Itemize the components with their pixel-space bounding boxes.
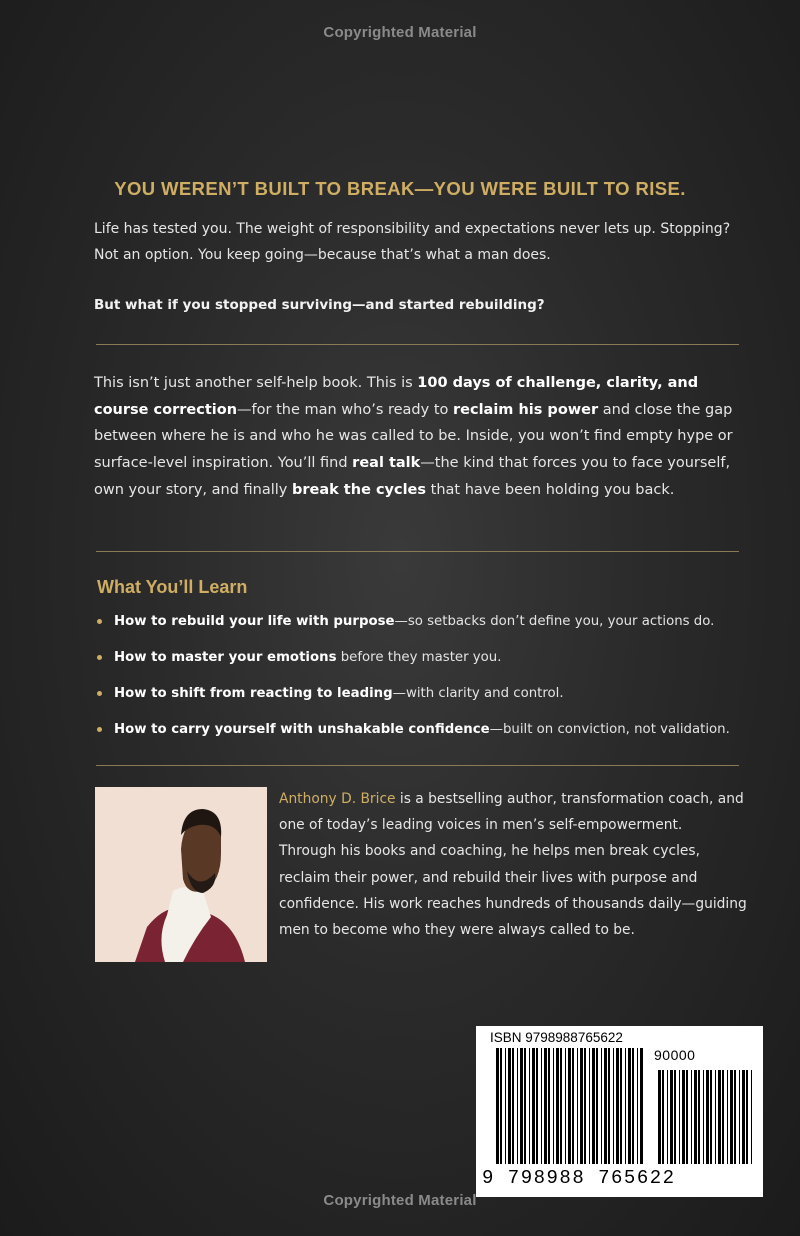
item-bold: How to carry yourself with unshakable confidence (114, 722, 490, 737)
item-bold: How to rebuild your life with purpose (114, 614, 395, 629)
divider (96, 344, 739, 345)
desc-bold: real talk (352, 455, 421, 472)
isbn-digits: 9 798988 765622 (482, 1167, 676, 1189)
divider (96, 765, 739, 766)
item-bold: How to master your emotions (114, 650, 337, 665)
isbn-label: ISBN 9798988765622 (490, 1030, 623, 1045)
intro-line-1: Life has tested you. The weight of responsibility and expectations never lets up. Stopping? (94, 221, 731, 237)
desc-bold: break the cycles (291, 481, 427, 498)
barcode (476, 1026, 763, 1197)
desc-text: that have been holding you back. (426, 481, 675, 498)
author-name: Anthony D. Brice (279, 791, 396, 807)
bullet-icon (97, 655, 102, 660)
bullet-icon (97, 691, 102, 696)
list-item (96, 646, 756, 682)
list-item (96, 682, 756, 718)
bullet-icon (97, 727, 102, 732)
bio-text-2: Through his books and coaching, he helps men break cycles, reclaim their power, and rebuild their lives with purpose and confidence. His work reaches hundreds of thousands daily—guiding men to become who they were always called to be. (279, 843, 747, 939)
list-item (96, 718, 756, 754)
description-paragraph (94, 370, 744, 504)
headline: YOU WEREN’T BUILT TO BREAK—YOU WERE BUILT TO RISE. (114, 178, 686, 199)
watermark-bottom: Copyrighted Material (323, 1192, 477, 1209)
intro-line-2: Not an option. You keep going—because that’s what a man does. (94, 247, 551, 263)
desc-bold: reclaim his power (453, 401, 599, 418)
desc-bold: 100 days of challenge, clarity, and course correction (94, 375, 699, 418)
learn-section-title: What You’ll Learn (97, 577, 248, 597)
price-code: 90000 (654, 1047, 696, 1063)
learn-list (96, 610, 756, 754)
bullet-icon (97, 619, 102, 624)
author-photo (95, 787, 267, 962)
item-text: —with clarity and control. (392, 686, 564, 701)
divider (96, 551, 739, 552)
item-bold: How to shift from reacting to leading (114, 686, 393, 701)
item-text: before they master you. (336, 650, 502, 665)
item-text: —built on conviction, not validation. (489, 722, 730, 737)
author-portrait-illustration (95, 787, 267, 962)
desc-text: —the kind that forces you to face yourself, own your story, and finally (94, 455, 731, 498)
author-bio (279, 786, 749, 943)
desc-text: and close the gap between where he is and who he was called to be. Inside, you won’t find empty hype or surface-level inspiration. You’ll find (94, 401, 733, 472)
barcode-bars (476, 1048, 763, 1168)
question-line: But what if you stopped surviving—and started rebuilding? (94, 297, 545, 313)
watermark-top: Copyrighted Material (323, 24, 477, 41)
desc-text: —for the man who’s ready to (237, 401, 453, 418)
desc-text: This isn’t just another self-help book. This is (94, 375, 418, 391)
item-text: —so setbacks don’t define you, your actions do. (394, 614, 715, 629)
list-item (96, 610, 756, 646)
bio-text: is a bestselling author, transformation coach, and one of today’s leading voices in men’s self-empowerment. (279, 791, 744, 834)
intro-paragraph (94, 216, 754, 268)
